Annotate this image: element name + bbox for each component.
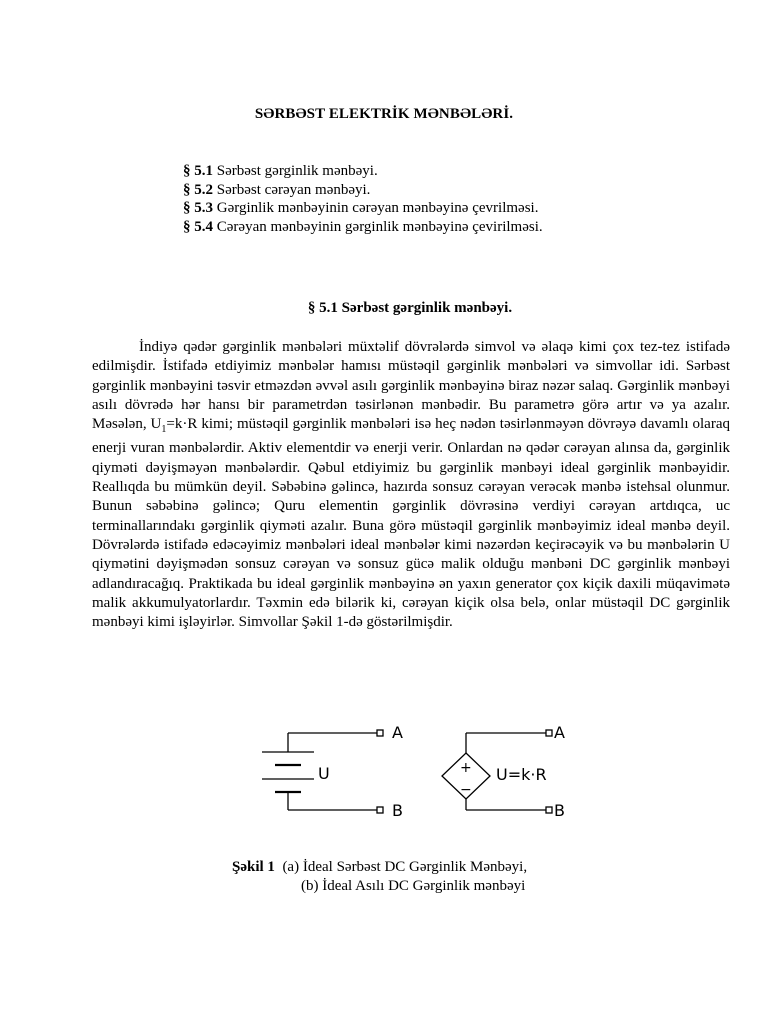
toc-item [183, 162, 543, 181]
toc-number: § 5.2 [183, 181, 213, 198]
table-of-contents [183, 162, 543, 236]
section-heading: § 5.1 Sərbəst gərginlik mənbəyi. [307, 300, 513, 316]
toc-number: § 5.4 [183, 218, 213, 235]
paragraph-text [92, 338, 730, 632]
toc-text: Gərginlik mənbəyinin cərəyan mənbəyinə çevrilməsi. [216, 200, 539, 216]
label-b: B [392, 801, 403, 820]
toc-text: Sərbəst cərəyan mənbəyi. [216, 181, 371, 198]
circuit-diagram [250, 718, 590, 828]
label-a: A [392, 723, 403, 742]
terminal-a [377, 730, 383, 736]
terminal-b [377, 807, 383, 813]
subscript: 1 [161, 424, 167, 436]
label-u: U [318, 764, 330, 783]
label-a: A [554, 723, 565, 742]
body-paragraph [92, 338, 730, 632]
toc-text: Cərəyan mənbəyinin gərginlik mənbəyinə çevirilməsi. [216, 218, 543, 235]
document-title: SƏRBƏST ELEKTRİK MƏNBƏLƏRİ. [254, 106, 514, 122]
terminal-a [546, 730, 552, 736]
caption-line-1 [232, 858, 527, 877]
plus-sign: + [460, 760, 472, 776]
circuit-figure [250, 718, 590, 828]
toc-item [183, 181, 543, 200]
caption-text-a: (a) İdeal Sərbəst DC Gərginlik Mənbəyi, [282, 859, 528, 875]
toc-number: § 5.3 [183, 200, 213, 216]
minus-sign: − [460, 782, 472, 798]
figure-caption [232, 858, 527, 896]
label-b: B [554, 801, 565, 820]
paragraph-part-2: =k·R kimi; müstəqil gərginlik mənbələri isə heç nədən təsirlənməyən dövrəyə davamlı olaraq enerji vuran mənbələrdir. Aktiv elementdir və enerji verir. Onlardan nə qədər cərəyan alınsa da, gərginlik qiyməti dəyişməyən mənbələrdir. Qəbul etdiyimiz bu gərginlik mənbəyi ideal gərginlik mənbəyidir. Reallıqda bu mümkün deyil. Səbəbinə gəlincə, hazırda sonsuz cərəyan verəcək mənbə istehsal olunmur. Bunun səbəbinə gəlincə; Quru elementin gərginlik dövrəsinə verdiyi cərəyan artdıqca, uc terminallarındakı gərginlik qiyməti azalır. Buna görə müstəqil gərginlik mənbəyimiz ideal mənbə deyil. Dövrələrdə istifadə edəcəyimiz mənbələri ideal mənbələr kimi nəzərdən keçirəcəyik və bu mənbələrin U qiymətini dəyişmədən sonsuz cərəyan və sonsuz gücə malik olduğu mənbəni DC gərginlik mənbəyi adlandıracağıq. Praktikada bu ideal gərginlik mənbəyinə ən yaxın generator çox kiçik daxili müqavimətə malik akkumulyatorlardır. Təxmin edə bilərik ki, cərəyan kiçik olsa belə, onlar müstəqil DC gərginlik mənbəyi kimi işləyirlər. Simvollar Şəkil 1-də göstərilmişdir. [92, 416, 730, 631]
toc-text: Sərbəst gərginlik mənbəyi. [216, 163, 378, 179]
paragraph-part-1: İndiyə qədər gərginlik mənbələri müxtəlif dövrələrdə simvol və əlaqə kimi çox tez-tez istifadə edilmişdir. İstifadə etdiyimiz mənbələr hamısı müstəqil gərginlik mənbələri və simvollar idi. Sərbəst gərginlik mənbəyini təsvir etməzdən əvvəl asılı gərginlik mənbəyinə biraz nəzər salaq. Gərginlik mənbəyi asılı dövrədə hər hansı bir parametrdən təsirlənən mənbədir. Bu parametrə görə artır və ya azalır. Məsələn, U [92, 339, 730, 433]
caption-line-2: (b) İdeal Asılı DC Gərginlik mənbəyi [301, 878, 526, 894]
terminal-b [546, 807, 552, 813]
toc-item [183, 218, 543, 237]
label-dependent-voltage: U=k·R [496, 765, 547, 784]
caption-label: Şəkil 1 [232, 859, 275, 875]
toc-number: § 5.1 [183, 163, 213, 179]
toc-item [183, 199, 543, 218]
